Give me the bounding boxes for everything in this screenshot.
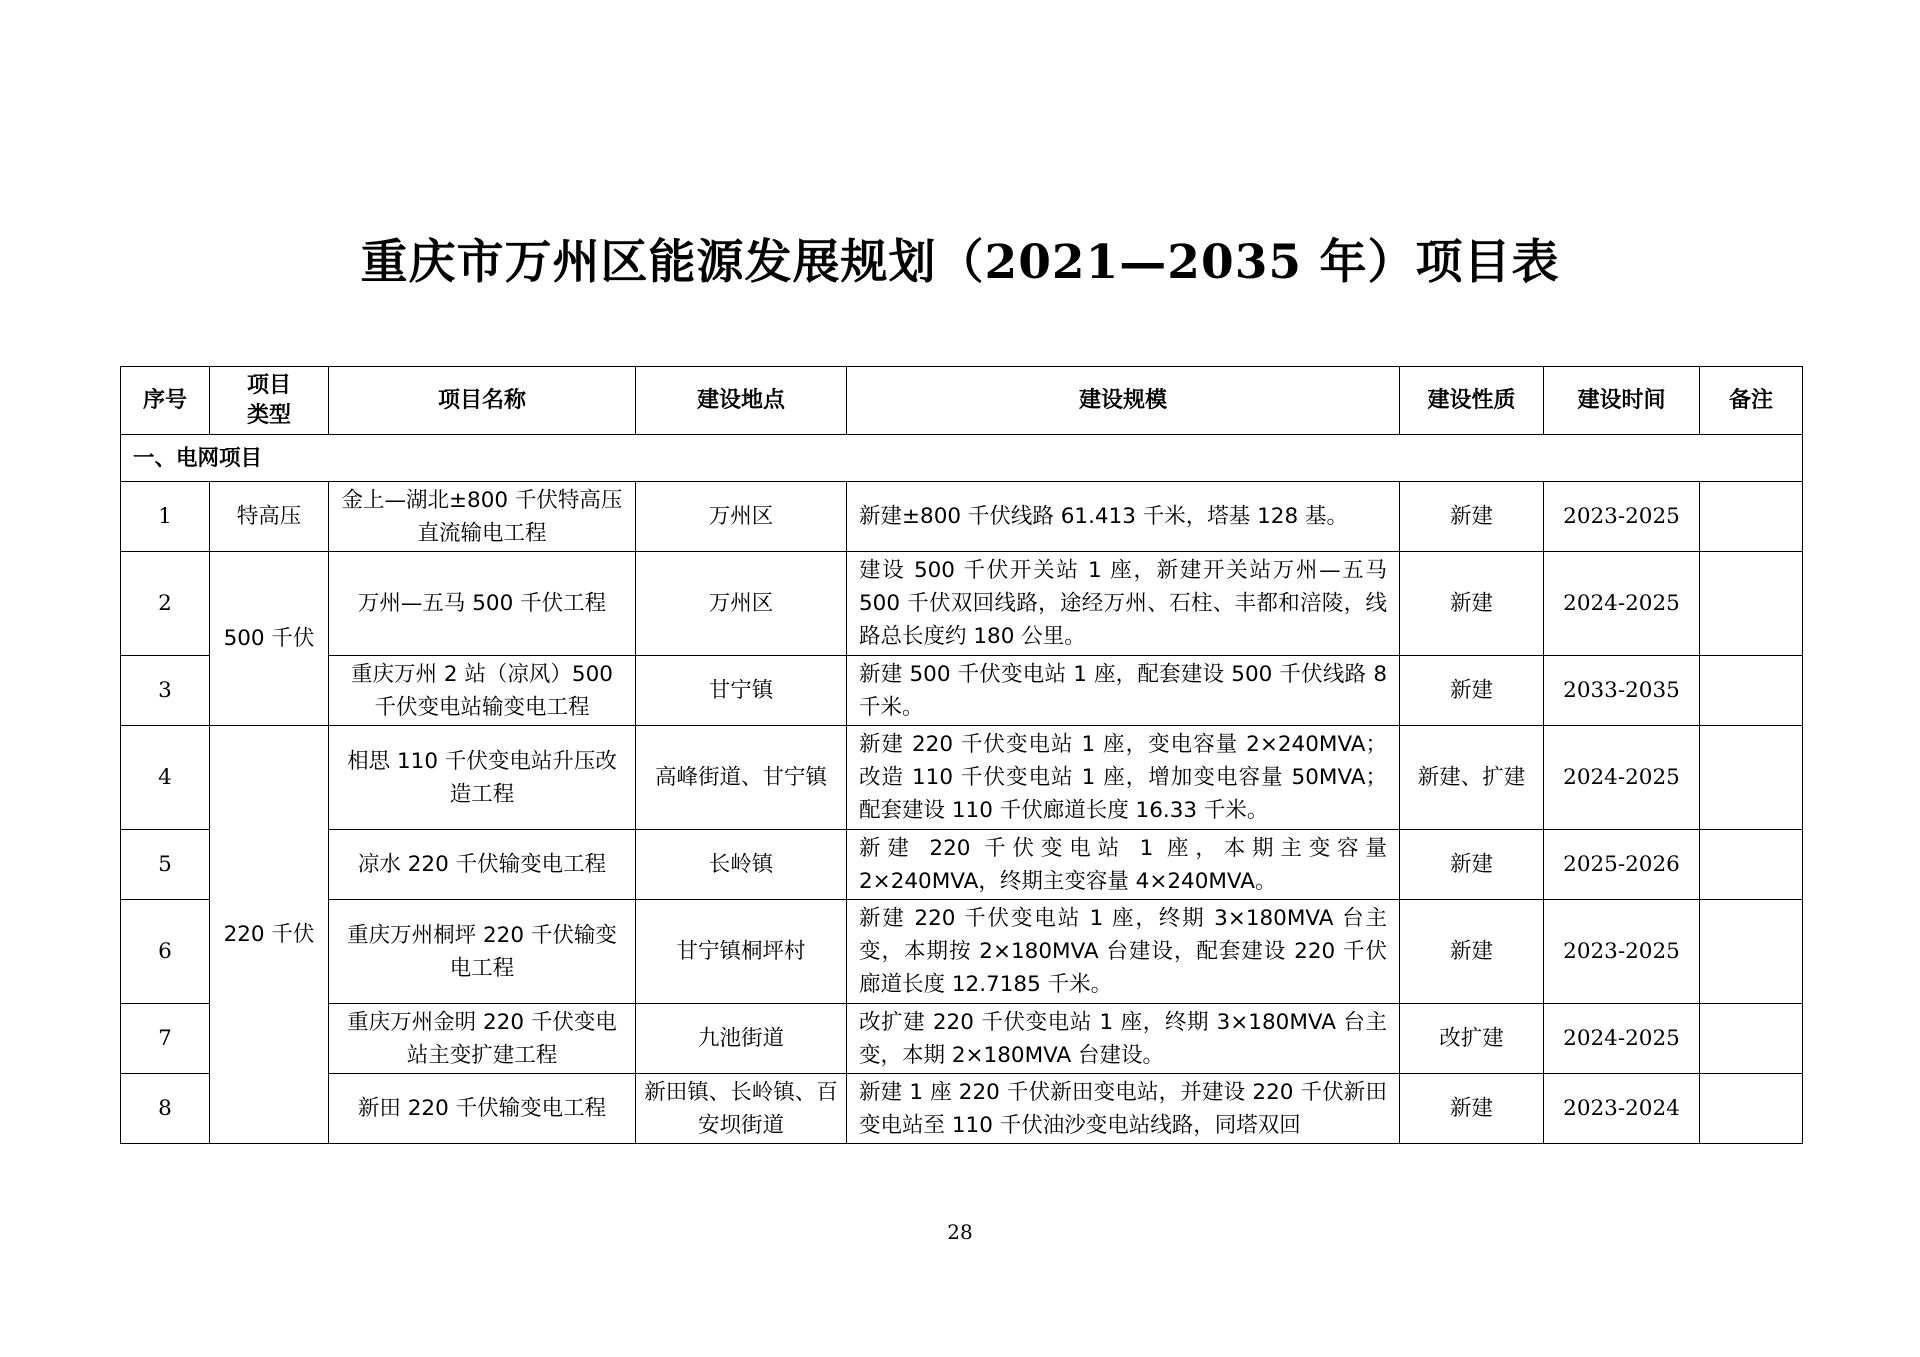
row-index: 4: [121, 726, 210, 830]
row-time: 2024-2025: [1544, 1004, 1700, 1074]
header-time: 建设时间: [1544, 367, 1700, 435]
row-scale: 改扩建 220 千伏变电站 1 座，终期 3×180MVA 台主变，本期 2×180MVA 台建设。: [847, 1004, 1400, 1074]
row-location: 新田镇、长岭镇、百安坝街道: [636, 1074, 847, 1144]
row-nature: 新建: [1400, 1074, 1544, 1144]
row-index: 1: [121, 482, 210, 552]
project-table: [120, 366, 1803, 1144]
row-name: 万州—五马 500 千伏工程: [329, 552, 636, 656]
page-number: 28: [947, 1220, 973, 1244]
table-row: [121, 552, 1803, 656]
row-scale: 新建 220 千伏变电站 1 座，终期 3×180MVA 台主变，本期按 2×180MVA 台建设，配套建设 220 千伏廊道长度 12.7185 千米。: [847, 900, 1400, 1004]
row-time: 2023-2025: [1544, 900, 1700, 1004]
row-location: 高峰街道、甘宁镇: [636, 726, 847, 830]
table-row: [121, 656, 1803, 726]
row-name: 相思 110 千伏变电站升压改造工程: [329, 726, 636, 830]
table-row: [121, 482, 1803, 552]
row-scale: 新建 1 座 220 千伏新田变电站，并建设 220 千伏新田变电站至 110 千伏油沙变电站线路，同塔双回: [847, 1074, 1400, 1144]
row-name: 重庆万州桐坪 220 千伏输变电工程: [329, 900, 636, 1004]
header-location: 建设地点: [636, 367, 847, 435]
table-row: [121, 900, 1803, 1004]
row-location: 甘宁镇: [636, 656, 847, 726]
row-index: 5: [121, 830, 210, 900]
header-remarks: 备注: [1700, 367, 1803, 435]
row-index: 7: [121, 1004, 210, 1074]
row-remarks: [1700, 830, 1803, 900]
row-nature: 新建: [1400, 552, 1544, 656]
table-row: [121, 1004, 1803, 1074]
row-time: 2025-2026: [1544, 830, 1700, 900]
table-row: [121, 726, 1803, 830]
row-index: 8: [121, 1074, 210, 1144]
row-name: 重庆万州金明 220 千伏变电站主变扩建工程: [329, 1004, 636, 1074]
row-location: 万州区: [636, 482, 847, 552]
row-nature: 新建: [1400, 482, 1544, 552]
row-scale: 新建±800 千伏线路 61.413 千米，塔基 128 基。: [847, 482, 1400, 552]
row-remarks: [1700, 726, 1803, 830]
row-nature: 新建: [1400, 830, 1544, 900]
row-remarks: [1700, 900, 1803, 1004]
header-row: [121, 367, 1803, 435]
type-group-uhv: 特高压: [210, 482, 329, 552]
header-scale: 建设规模: [847, 367, 1400, 435]
header-nature: 建设性质: [1400, 367, 1544, 435]
row-name: 凉水 220 千伏输变电工程: [329, 830, 636, 900]
row-nature: 新建: [1400, 900, 1544, 1004]
row-name: 金上—湖北±800 千伏特高压直流输电工程: [329, 482, 636, 552]
row-scale: 新建 220 千伏变电站 1 座，本期主变容量 2×240MVA，终期主变容量 4×240MVA。: [847, 830, 1400, 900]
type-group-220kv: 220 千伏: [210, 726, 329, 1144]
section-row: [121, 435, 1803, 482]
row-remarks: [1700, 482, 1803, 552]
row-index: 2: [121, 552, 210, 656]
row-location: 九池街道: [636, 1004, 847, 1074]
row-time: 2023-2024: [1544, 1074, 1700, 1144]
row-time: 2033-2035: [1544, 656, 1700, 726]
row-index: 6: [121, 900, 210, 1004]
row-scale: 新建 500 千伏变电站 1 座，配套建设 500 千伏线路 8 千米。: [847, 656, 1400, 726]
header-name: 项目名称: [329, 367, 636, 435]
header-type: [210, 367, 329, 435]
row-name: 重庆万州 2 站（凉风）500 千伏变电站输变电工程: [329, 656, 636, 726]
row-remarks: [1700, 656, 1803, 726]
type-group-500kv: 500 千伏: [210, 552, 329, 726]
row-time: 2024-2025: [1544, 552, 1700, 656]
page-title: 重庆市万州区能源发展规划（2021—2035 年）项目表: [360, 235, 1560, 290]
row-name: 新田 220 千伏输变电工程: [329, 1074, 636, 1144]
row-index: 3: [121, 656, 210, 726]
row-time: 2024-2025: [1544, 726, 1700, 830]
row-location: 甘宁镇桐坪村: [636, 900, 847, 1004]
section-label: 一、电网项目: [121, 435, 1803, 482]
row-location: 长岭镇: [636, 830, 847, 900]
row-location: 万州区: [636, 552, 847, 656]
header-index: 序号: [121, 367, 210, 435]
row-nature: 新建: [1400, 656, 1544, 726]
row-remarks: [1700, 1004, 1803, 1074]
row-remarks: [1700, 1074, 1803, 1144]
row-time: 2023-2025: [1544, 482, 1700, 552]
table-row: [121, 1074, 1803, 1144]
row-nature: 新建、扩建: [1400, 726, 1544, 830]
row-scale: 新建 220 千伏变电站 1 座，变电容量 2×240MVA；改造 110 千伏变电站 1 座，增加变电容量 50MVA；配套建设 110 千伏廊道长度 16.33 千米。: [847, 726, 1400, 830]
table-row: [121, 830, 1803, 900]
row-scale: 建设 500 千伏开关站 1 座，新建开关站万州—五马 500 千伏双回线路，途经万州、石柱、丰都和涪陵，线路总长度约 180 公里。: [847, 552, 1400, 656]
row-nature: 改扩建: [1400, 1004, 1544, 1074]
header-type-label: 项目 类型: [246, 372, 291, 428]
row-remarks: [1700, 552, 1803, 656]
